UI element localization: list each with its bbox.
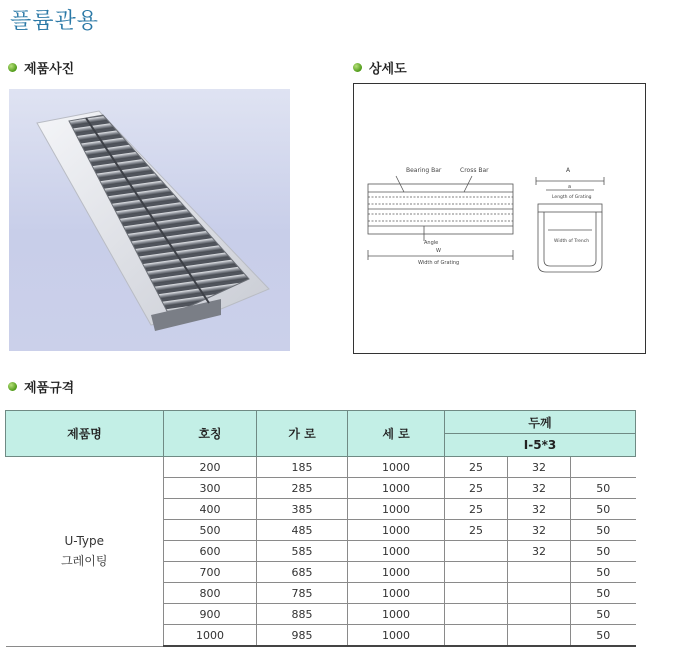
cell-thickness-2: 32 — [508, 520, 571, 541]
cell-thickness-1: 25 — [445, 478, 508, 499]
cell-thickness-1 — [445, 562, 508, 583]
cell-thickness-2 — [508, 604, 571, 625]
cell-thickness-2: 32 — [508, 478, 571, 499]
cell-thickness-3 — [571, 457, 636, 478]
width-of-grating-label: Width of Grating — [418, 260, 460, 266]
cell-thickness-3: 50 — [571, 625, 636, 647]
cell-width: 985 — [257, 625, 348, 647]
product-name-line-1: U-Type — [64, 534, 105, 549]
cell-nominal: 400 — [164, 499, 257, 520]
section-detail-label: 상세도 — [369, 62, 407, 77]
cell-thickness-2 — [508, 562, 571, 583]
cell-width: 785 — [257, 583, 348, 604]
cross-bar-label: Cross Bar — [460, 167, 489, 174]
cell-length: 1000 — [348, 478, 445, 499]
cell-length: 1000 — [348, 499, 445, 520]
bearing-bar-label: Bearing Bar — [406, 167, 442, 174]
page-title: 플륨관용 — [10, 9, 100, 34]
cell-thickness-1: 25 — [445, 457, 508, 478]
cell-thickness-3: 50 — [571, 583, 636, 604]
cell-thickness-1: 25 — [445, 520, 508, 541]
cell-length: 1000 — [348, 541, 445, 562]
green-bullet-icon — [8, 63, 17, 72]
section-detail-heading — [353, 58, 407, 77]
section-spec-heading — [8, 377, 74, 396]
cell-thickness-3: 50 — [571, 520, 636, 541]
detail-drawing — [353, 83, 646, 354]
header-nominal: 호칭 — [164, 411, 257, 457]
angle-label: Angle — [424, 240, 439, 246]
green-bullet-icon — [8, 382, 17, 391]
cell-thickness-2: 32 — [508, 541, 571, 562]
cell-thickness-3: 50 — [571, 562, 636, 583]
cell-thickness-1 — [445, 604, 508, 625]
cell-length: 1000 — [348, 625, 445, 647]
cell-nominal: 500 — [164, 520, 257, 541]
spec-table — [5, 410, 636, 647]
length-of-grating-label: Length of Grating — [552, 195, 592, 200]
cell-width: 885 — [257, 604, 348, 625]
cell-nominal: 300 — [164, 478, 257, 499]
cell-thickness-2 — [508, 583, 571, 604]
cell-thickness-3: 50 — [571, 478, 636, 499]
cell-nominal: 900 — [164, 604, 257, 625]
cell-thickness-3: 50 — [571, 541, 636, 562]
dimension-a-lower-label: a — [568, 184, 572, 190]
section-photo-label: 제품사진 — [24, 62, 75, 77]
product-name-cell — [6, 457, 164, 647]
cell-width: 285 — [257, 478, 348, 499]
cell-width: 585 — [257, 541, 348, 562]
cell-thickness-3: 50 — [571, 499, 636, 520]
cell-length: 1000 — [348, 583, 445, 604]
cell-thickness-1: 25 — [445, 499, 508, 520]
cell-width: 385 — [257, 499, 348, 520]
cell-width: 185 — [257, 457, 348, 478]
cell-thickness-1 — [445, 583, 508, 604]
cell-thickness-2: 32 — [508, 499, 571, 520]
grating-photo-illustration — [9, 89, 290, 351]
green-bullet-icon — [353, 63, 362, 72]
cell-length: 1000 — [348, 457, 445, 478]
section-spec-label: 제품규격 — [24, 381, 75, 396]
cell-width: 685 — [257, 562, 348, 583]
product-photo — [9, 89, 290, 351]
cell-nominal: 200 — [164, 457, 257, 478]
detail-drawing-illustration — [354, 84, 645, 353]
cell-length: 1000 — [348, 520, 445, 541]
dimension-a-upper-label: A — [566, 167, 571, 174]
cell-length: 1000 — [348, 562, 445, 583]
cell-thickness-1 — [445, 541, 508, 562]
width-of-trench-label: Width of Trench — [554, 239, 590, 244]
cell-width: 485 — [257, 520, 348, 541]
product-name-line-2: 그레이팅 — [61, 554, 108, 569]
cell-thickness-2: 32 — [508, 457, 571, 478]
header-thickness-sub: I-5*3 — [445, 434, 636, 457]
cell-nominal: 800 — [164, 583, 257, 604]
cell-nominal: 1000 — [164, 625, 257, 647]
cell-nominal: 600 — [164, 541, 257, 562]
cell-length: 1000 — [348, 604, 445, 625]
w-label: W — [436, 248, 441, 254]
cell-thickness-2 — [508, 625, 571, 647]
header-thickness: 두께 — [445, 411, 636, 434]
header-product-name: 제품명 — [6, 411, 164, 457]
table-row — [6, 457, 636, 478]
cell-thickness-1 — [445, 625, 508, 647]
cell-nominal: 700 — [164, 562, 257, 583]
header-width: 가 로 — [257, 411, 348, 457]
cell-thickness-3: 50 — [571, 604, 636, 625]
section-photo-heading — [8, 58, 74, 77]
header-length: 세 로 — [348, 411, 445, 457]
